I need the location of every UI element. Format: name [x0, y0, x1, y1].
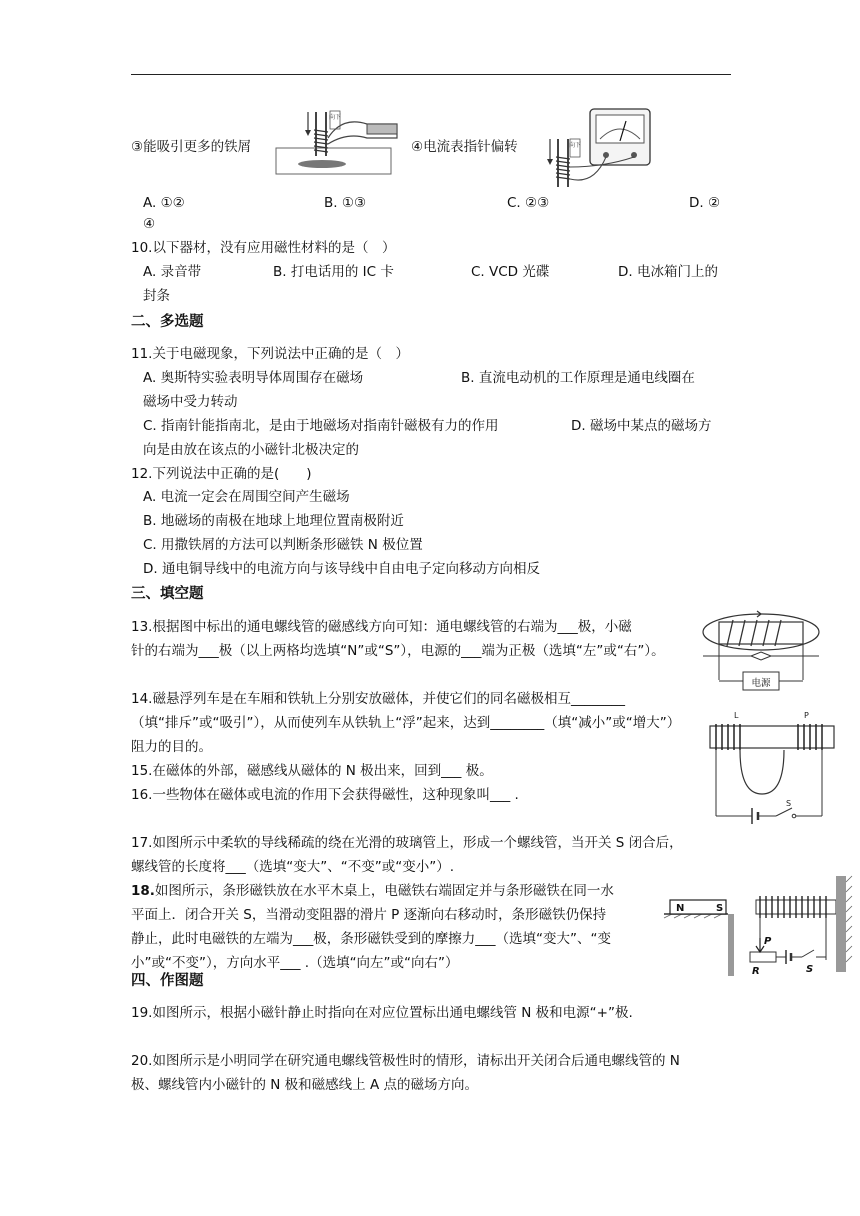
q11-option-c: C. 指南针能指南北，是由于地磁场对指南针磁极有力的作用	[143, 418, 499, 434]
q9-figure-4	[544, 105, 654, 191]
q18-magnet-s: S	[716, 903, 724, 914]
q17-label-s: S	[786, 799, 792, 808]
q18-magnet-n: N	[676, 903, 685, 914]
q13-line1: 13.根据图中标出的通电螺线管的磁感线方向可知：通电螺线管的右端为___极，小磁	[131, 619, 632, 635]
q15-text: 15.在磁体的外部，磁感线从磁体的 N 极出来，回到___ 极。	[131, 763, 493, 779]
q13-power-label: 电源	[751, 678, 771, 689]
q9-option-c: C. ②③	[507, 195, 550, 211]
q11-option-d: D. 磁场中某点的磁场方	[571, 418, 712, 434]
q20-line2: 极、螺线管内小磁针的 N 极和磁感线上 A 点的磁场方向。	[131, 1077, 478, 1093]
q10-option-d: D. 电冰箱门上的	[618, 264, 718, 280]
q19-text: 19.如图所示，根据小磁针静止时指向在对应位置标出通电螺线管 N 极和电源“+”极.	[131, 1005, 633, 1021]
q10-option-c: C. VCD 光碟	[471, 264, 550, 280]
q11-option-a: A. 奥斯特实验表明导体周围存在磁场	[143, 370, 364, 386]
q18-line2: 平面上．闭合开关 S，当滑动变阻器的滑片 P 逐渐向右移动时，条形磁铁仍保持	[131, 907, 607, 923]
q18-line1	[131, 881, 614, 901]
q17-label-l: L	[734, 711, 739, 720]
q10-option-a: A. 录音带	[143, 264, 202, 280]
section-heading-3: 三、填空题	[131, 586, 204, 602]
q18-number: 18.	[131, 883, 155, 899]
q9-fig3-label: 向下	[328, 114, 342, 121]
q11-option-d-cont: 向是由放在该点的小磁针北极决定的	[143, 442, 359, 458]
q9-option-d: D. ②	[689, 195, 721, 211]
q9-option-b: B. ①③	[324, 195, 367, 211]
q20-line1: 20.如图所示是小明同学在研究通电螺线管极性时的情形，请标出开关闭合后通电螺线管的 N	[131, 1053, 680, 1069]
section-heading-2: 二、多选题	[131, 314, 204, 330]
q11-option-b-cont: 磁场中受力转动	[143, 394, 238, 410]
q17-line2: 螺线管的长度将___（选填“变大”、“不变”或“变小”）.	[131, 859, 455, 875]
q12-option-d: D. 通电铜导线中的电流方向与该导线中自由电子定向移动方向相反	[143, 561, 540, 577]
q10-stem: 10.以下器材，没有应用磁性材料的是（ ）	[131, 240, 396, 256]
q11-option-b: B. 直流电动机的工作原理是通电线圈在	[461, 370, 695, 386]
q9-figure-3	[272, 108, 407, 178]
header-rule	[131, 74, 731, 75]
q16-text: 16.一些物体在磁体或电流的作用下会获得磁性，这种现象叫___ .	[131, 787, 519, 803]
q17-line1: 17.如图所示中柔软的导线稀疏的绕在光滑的玻璃管上，形成一个螺线管，当开关 S 闭合后，	[131, 835, 683, 851]
q12-stem: 12.下列说法中正确的是( )	[131, 466, 312, 482]
q11-stem: 11.关于电磁现象，下列说法中正确的是（ ）	[131, 346, 409, 362]
q18-line1-text: 如图所示，条形磁铁放在水平木桌上，电磁铁右端固定并与条形磁铁在同一水	[154, 883, 614, 899]
q10-option-d-cont: 封条	[143, 288, 170, 304]
q13-line2: 针的右端为___极（以上两格均选填“N”或“S”），电源的___端为正极（选填“左”或“右”）。	[131, 643, 665, 659]
q9-fig4-label: 向下	[568, 142, 582, 149]
q18-line3: 静止，此时电磁铁的左端为___极，条形磁铁受到的摩擦力___（选填“变大”、“变	[131, 931, 611, 947]
q18-label-p: P	[764, 936, 772, 947]
q18-label-r: R	[752, 966, 760, 977]
q14-line3: 阻力的目的。	[131, 739, 212, 755]
q14-line2: （填“排斥”或“吸引”），从而使列车从铁轨上“浮”起来，达到________（填“减小”或“增大”）	[131, 715, 681, 731]
q12-option-b: B. 地磁场的南极在地球上地理位置南极附近	[143, 513, 404, 529]
q17-label-p: P	[804, 711, 809, 720]
q12-option-c: C. 用撒铁屑的方法可以判断条形磁铁 N 极位置	[143, 537, 423, 553]
q18-electromagnet-figure	[660, 872, 854, 978]
q12-option-a: A. 电流一定会在周围空间产生磁场	[143, 489, 350, 505]
q18-line4: 小”或“不变”），方向水平___ .（选填“向左”或“向右”）	[131, 955, 459, 971]
q14-line1: 14.磁悬浮列车是在车厢和铁轨上分别安放磁体，并使它们的同名磁极相互________	[131, 691, 625, 707]
section-heading-4: 四、作图题	[131, 973, 204, 989]
q13-solenoid-figure	[699, 602, 824, 702]
q9-option-d-cont: ④	[143, 216, 156, 232]
q9-option-a: A. ①②	[143, 195, 185, 211]
q10-option-b: B. 打电话用的 IC 卡	[273, 264, 394, 280]
q17-solenoid-figure	[704, 708, 844, 826]
q9-item3: ③能吸引更多的铁屑	[131, 139, 252, 155]
q18-label-switch: S	[806, 964, 814, 975]
q9-item4: ④电流表指针偏转	[411, 139, 518, 155]
